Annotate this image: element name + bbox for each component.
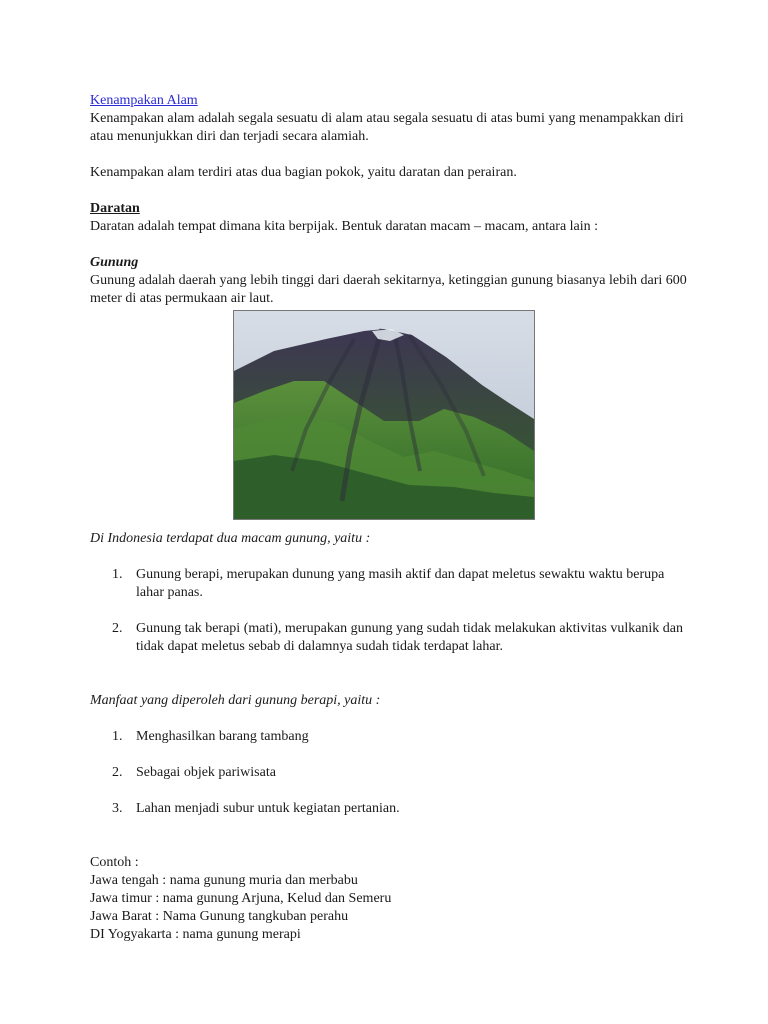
example-line-2: Jawa timur : nama gunung Arjuna, Kelud dan Semeru <box>90 891 392 906</box>
mountain-photo <box>233 310 535 520</box>
parts-paragraph: Kenampakan alam terdiri atas dua bagian pokok, yaitu daratan dan perairan. <box>90 165 517 180</box>
intro-paragraph: Kenampakan alam adalah segala sesuatu di alam atau segala sesuatu di atas bumi yang menampakkan diri atau menunjukkan diri dan terjadi secara alamiah. <box>90 111 684 144</box>
benefits-item-3: 3. Lahan menjadi subur untuk kegiatan pertanian. <box>112 801 400 816</box>
example-line-1: Jawa tengah : nama gunung muria dan merbabu <box>90 873 358 888</box>
gunung-title: Gunung <box>90 255 139 270</box>
gunung-paragraph: Gunung adalah daerah yang lebih tinggi dari daerah sekitarnya, ketinggian gunung biasanya lebih dari 600 meter di atas permukaan air laut. <box>90 273 687 306</box>
types-list <box>90 566 690 656</box>
benefits-item-1: 1. Menghasilkan barang tambang <box>112 729 309 744</box>
types-intro: Di Indonesia terdapat dua macam gunung, yaitu : <box>90 531 371 546</box>
example-line-3: Jawa Barat : Nama Gunung tangkuban perahu <box>90 909 349 924</box>
benefits-list <box>90 728 690 818</box>
daratan-paragraph: Daratan adalah tempat dimana kita berpijak. Bentuk daratan macam – macam, antara lain : <box>90 219 599 234</box>
heading-link[interactable]: Kenampakan Alam <box>90 93 198 108</box>
types-item-2: 2. Gunung tak berapi (mati), merupakan gunung yang sudah tidak melakukan aktivitas vulkanik dan tidak dapat meletus sebab di dalamnya sudah tidak terdapat lahar. <box>112 621 684 654</box>
document-page <box>90 92 690 944</box>
benefits-item-2: 2. Sebagai objek pariwisata <box>112 765 276 780</box>
mountain-image <box>234 311 534 519</box>
examples-title: Contoh : <box>90 855 139 870</box>
example-line-4: DI Yogyakarta : nama gunung merapi <box>90 927 301 942</box>
benefits-intro: Manfaat yang diperoleh dari gunung berapi, yaitu : <box>90 693 381 708</box>
daratan-title: Daratan <box>90 201 140 216</box>
types-item-1: 1. Gunung berapi, merupakan dunung yang masih aktif dan dapat meletus sewaktu waktu berupa lahar panas. <box>112 567 665 600</box>
